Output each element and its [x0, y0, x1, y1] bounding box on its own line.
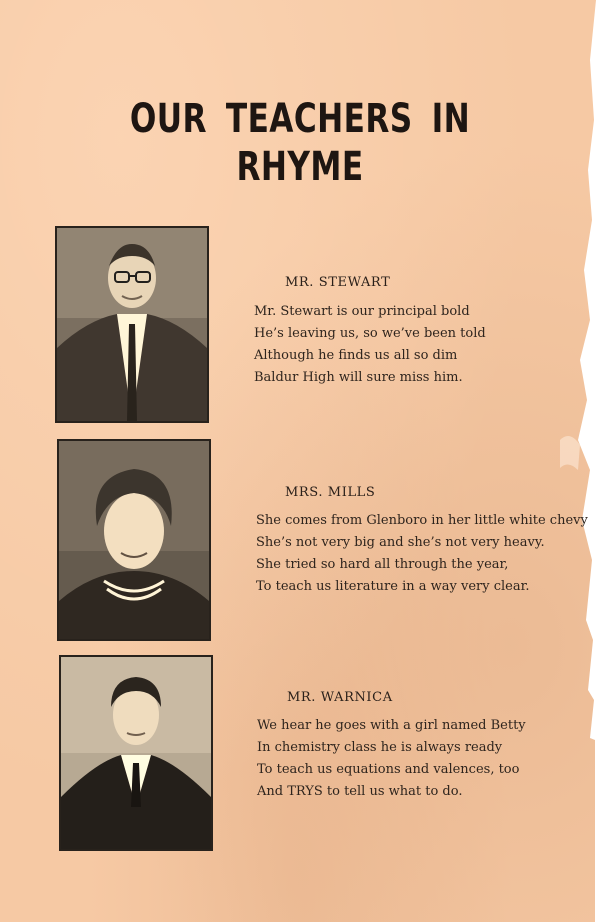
photo-mr-stewart — [55, 226, 209, 423]
poem-line: Baldur High will sure miss him. — [254, 370, 463, 385]
poem-line: She comes from Glenboro in her little white chevy — [256, 513, 588, 528]
torn-page-edge — [560, 0, 600, 922]
page-title: OUR TEACHERS IN RHYME — [129, 96, 471, 190]
poem-line: We hear he goes with a girl named Betty — [257, 718, 526, 733]
poem-line: She’s not very big and she’s not very heavy. — [256, 535, 545, 550]
poem-line: He’s leaving us, so we’ve been told — [254, 326, 486, 341]
poem-line: In chemistry class he is always ready — [257, 740, 503, 755]
poem-line: To teach us literature in a way very clear. — [256, 579, 530, 594]
poem-line: To teach us equations and valences, too — [257, 762, 520, 777]
poem-mr-stewart — [254, 301, 486, 389]
poem-mr-warnica — [257, 715, 526, 803]
teacher-name: MRS. MILLS — [285, 485, 376, 500]
photo-mr-warnica — [59, 655, 213, 851]
poem-mrs-mills — [256, 510, 588, 598]
photo-mrs-mills — [57, 439, 211, 641]
teacher-name: MR. WARNICA — [287, 690, 393, 705]
poem-line: Although he finds us all so dim — [254, 348, 458, 363]
poem-line: Mr. Stewart is our principal bold — [254, 304, 470, 319]
teacher-name: MR. STEWART — [285, 275, 391, 290]
poem-line: She tried so hard all through the year, — [256, 557, 509, 572]
poem-line: And TRYS to tell us what to do. — [257, 784, 463, 799]
